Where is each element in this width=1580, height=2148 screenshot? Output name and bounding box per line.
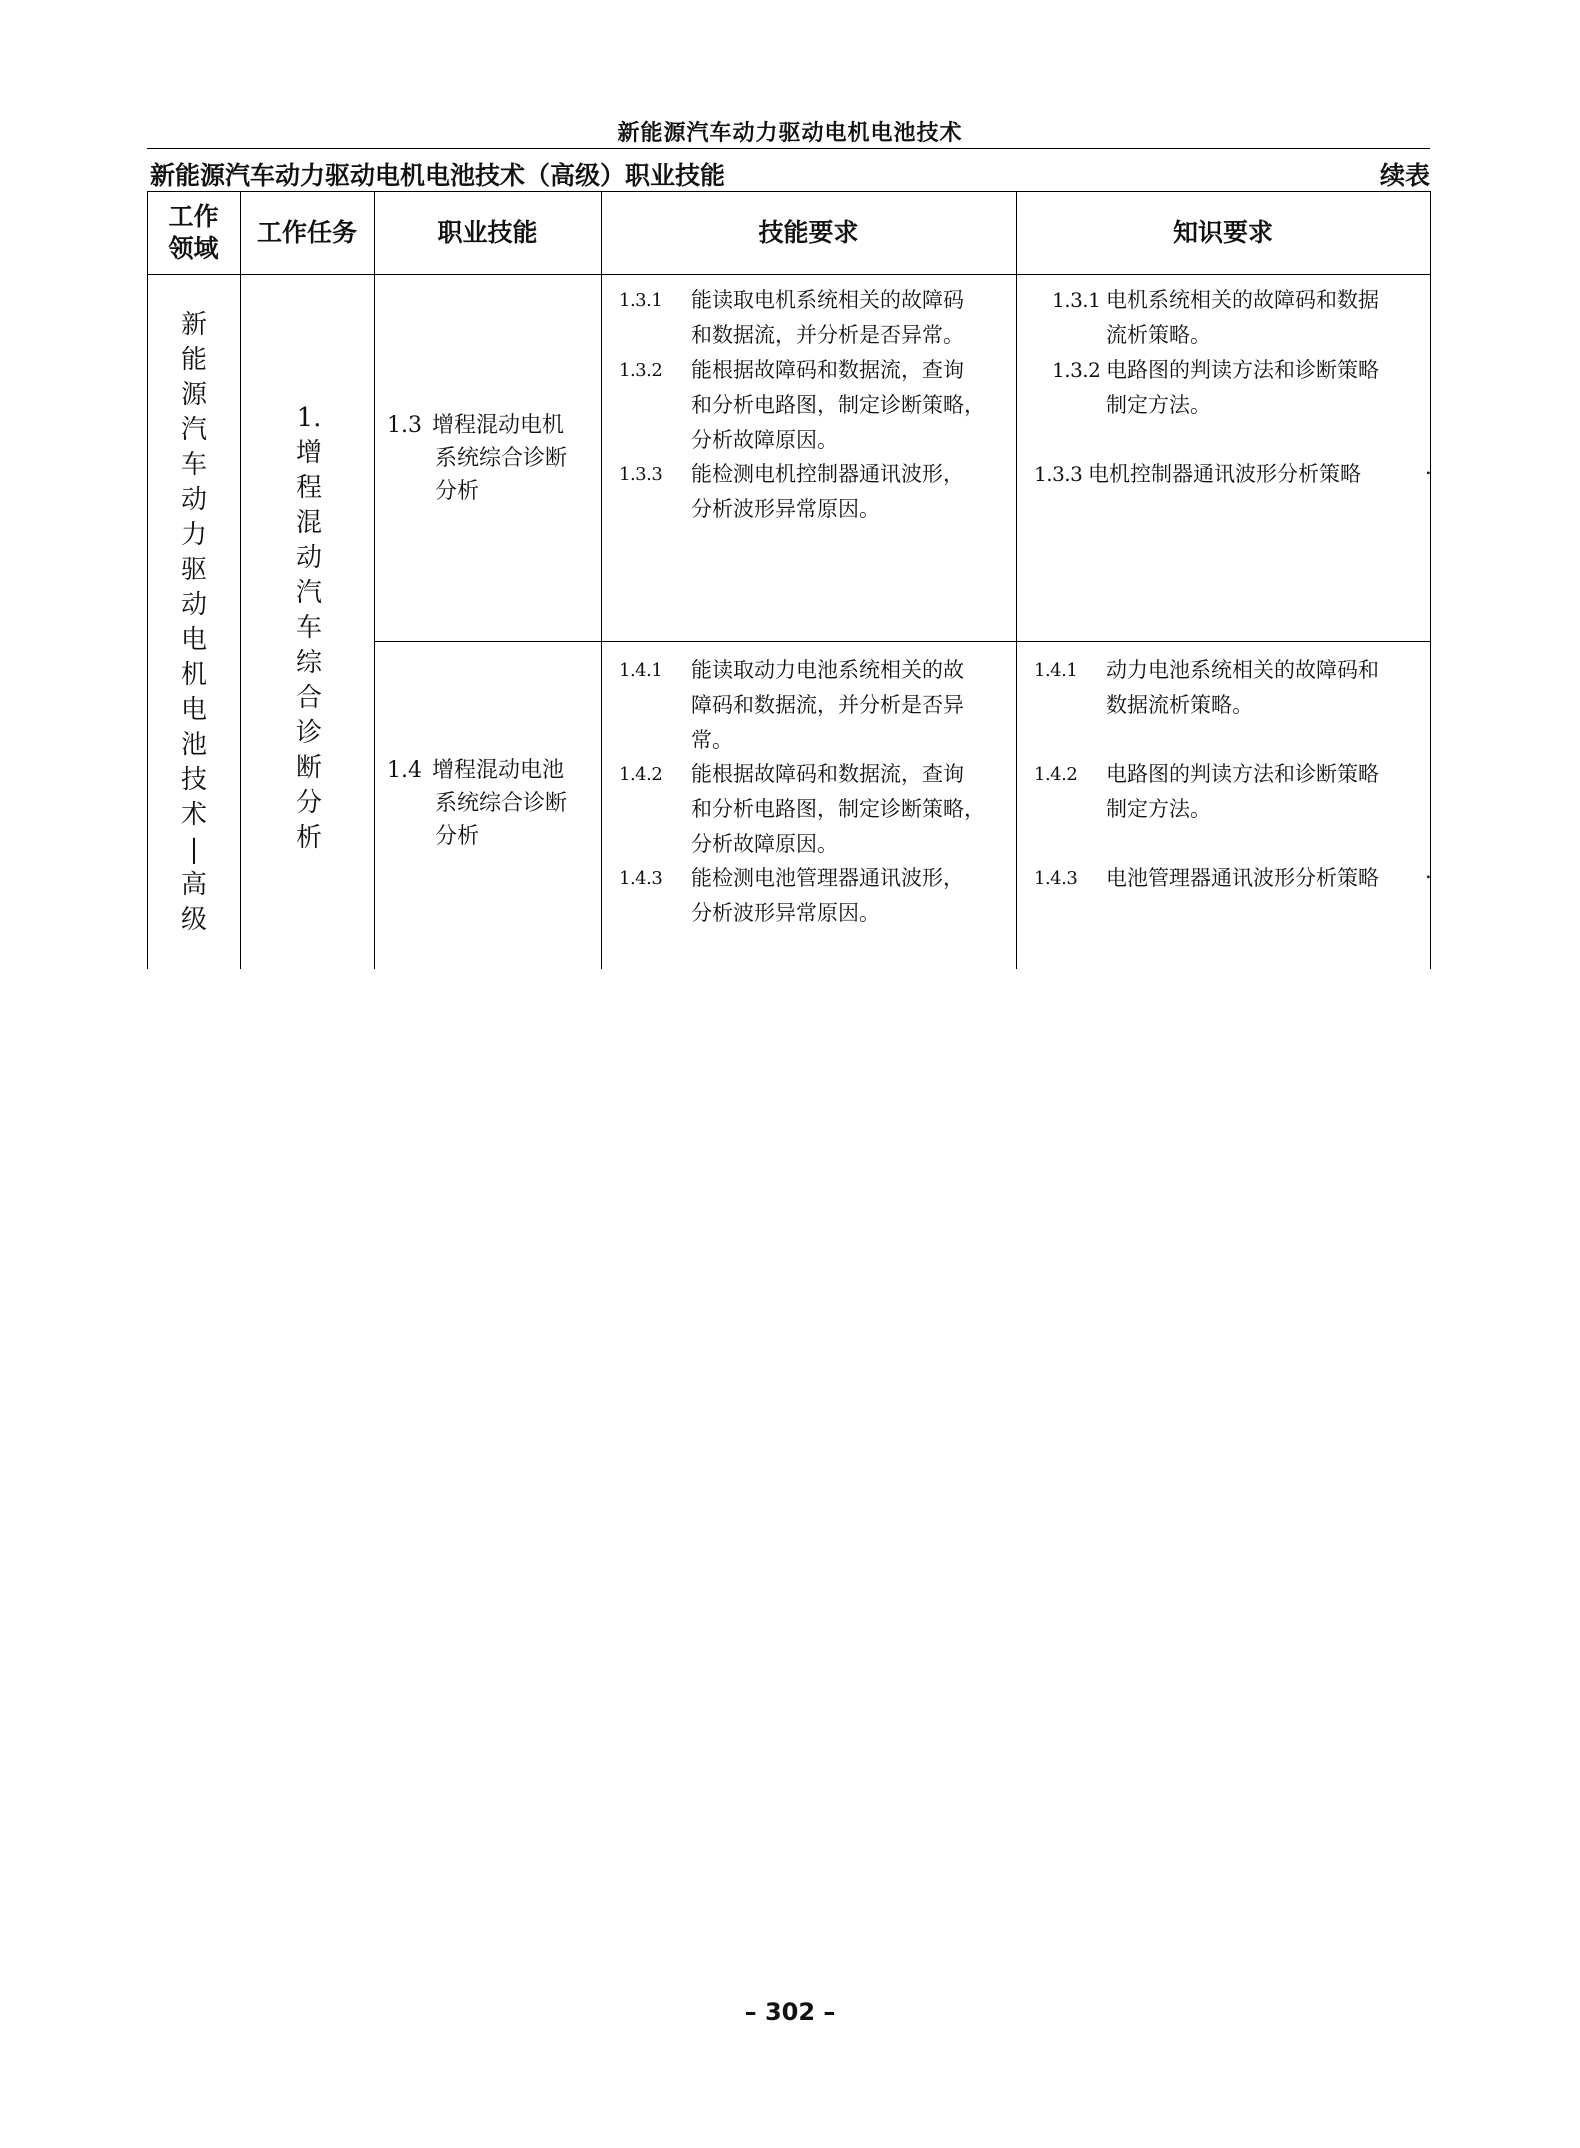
item-code: 1.3.2 bbox=[619, 360, 663, 381]
skill-name-line1: 增程混动电池 bbox=[432, 758, 565, 783]
item-line: 制定方法。 bbox=[1106, 797, 1211, 821]
skill-name-line3: 分析 bbox=[435, 479, 480, 504]
skill-name-line2: 系统综合诊断 bbox=[435, 791, 568, 816]
item-code: 1.4.1 bbox=[1034, 660, 1078, 681]
work-task-char: 程 bbox=[295, 473, 322, 503]
work-domain-cell bbox=[174, 308, 214, 938]
running-header: 新能源汽车动力驱动电机电池技术 bbox=[617, 121, 963, 146]
work-domain-char: 新 bbox=[180, 310, 207, 340]
work-domain-char: 术 bbox=[180, 800, 207, 830]
skills-table bbox=[147, 191, 1430, 969]
item-line: 和数据流，并分析是否异常。 bbox=[691, 323, 964, 347]
work-domain-char: 级 bbox=[180, 905, 207, 935]
item-code: 1.4.3 bbox=[619, 868, 663, 889]
item-line: 动力电池系统相关的故障码和 bbox=[1106, 658, 1379, 682]
item-code: 1.3.1 bbox=[1052, 288, 1101, 312]
skill-name-line1: 增程混动电机 bbox=[432, 413, 565, 438]
header-rule bbox=[147, 148, 1430, 149]
row-divider bbox=[374, 641, 1430, 642]
work-task-char: 断 bbox=[295, 753, 322, 783]
col-border-2 bbox=[374, 191, 375, 969]
work-domain-char: 能 bbox=[180, 345, 207, 375]
skill-name-1-3 bbox=[387, 409, 597, 508]
item-line: 电路图的判读方法和诊断策略 bbox=[1106, 358, 1379, 382]
work-domain-char: 技 bbox=[180, 765, 207, 795]
page-number: – 302 – bbox=[744, 1998, 836, 2026]
work-domain-char: 高 bbox=[180, 870, 207, 900]
header-work-domain-line2: 领域 bbox=[168, 233, 219, 263]
work-domain-char: 动 bbox=[180, 485, 207, 515]
header-vocational-skill: 职业技能 bbox=[437, 217, 538, 247]
item-code: 1.4.3 bbox=[1034, 868, 1078, 889]
work-task-char: 诊 bbox=[295, 718, 322, 748]
work-domain-char: 驱 bbox=[180, 555, 207, 585]
work-domain-char: 源 bbox=[180, 380, 207, 410]
header-work-domain bbox=[147, 191, 240, 274]
item-code: 1.3.1 bbox=[619, 290, 663, 311]
item-line: 和分析电路图，制定诊断策略， bbox=[691, 393, 985, 417]
work-task-cell bbox=[289, 401, 329, 856]
skill-name-1-4 bbox=[387, 754, 597, 853]
item-code: 1.4.2 bbox=[1034, 764, 1078, 785]
item-line: 电池管理器通讯波形分析策略 bbox=[1106, 866, 1379, 890]
item-line: 和分析电路图，制定诊断策略， bbox=[691, 797, 985, 821]
work-task-char: 析 bbox=[295, 823, 322, 853]
trailing-dot: . bbox=[1425, 455, 1432, 479]
trailing-dot: . bbox=[1425, 859, 1432, 883]
col-border-1 bbox=[240, 191, 241, 969]
work-domain-char: 池 bbox=[180, 730, 207, 760]
skill-name-line3: 分析 bbox=[435, 824, 480, 849]
work-task-char: 合 bbox=[295, 683, 322, 713]
item-line: 电机控制器通讯波形分析策略 bbox=[1088, 462, 1361, 486]
item-line: 分析故障原因。 bbox=[691, 832, 838, 856]
item-line: 制定方法。 bbox=[1106, 393, 1211, 417]
work-task-char: 混 bbox=[295, 508, 322, 538]
work-domain-char: | bbox=[189, 835, 199, 865]
item-line: 数据流析策略。 bbox=[1106, 693, 1253, 717]
header-skill-requirements: 技能要求 bbox=[758, 217, 859, 247]
continued-label: 续表 bbox=[1379, 161, 1430, 190]
work-domain-char: 电 bbox=[180, 625, 207, 655]
item-line: 电路图的判读方法和诊断策略 bbox=[1106, 762, 1379, 786]
item-line: 流析策略。 bbox=[1106, 323, 1211, 347]
work-task-char: 动 bbox=[295, 543, 322, 573]
item-line: 能读取动力电池系统相关的故 bbox=[691, 658, 964, 682]
item-code: 1.3.2 bbox=[1052, 358, 1101, 382]
item-line: 能检测电池管理器通讯波形， bbox=[691, 866, 964, 890]
item-code: 1.3.3 bbox=[619, 464, 663, 485]
table-title: 新能源汽车动力驱动电机电池技术（高级）职业技能 bbox=[150, 161, 726, 190]
work-task-char: 车 bbox=[295, 613, 322, 643]
work-domain-char: 力 bbox=[180, 520, 207, 550]
item-line: 能检测电机控制器通讯波形， bbox=[691, 462, 964, 486]
item-line: 能读取电机系统相关的故障码 bbox=[691, 288, 964, 312]
item-line: 电机系统相关的故障码和数据 bbox=[1106, 288, 1379, 312]
work-domain-char: 电 bbox=[180, 695, 207, 725]
skill-number: 1.4 bbox=[387, 758, 422, 783]
work-domain-char: 车 bbox=[180, 450, 207, 480]
item-line: 分析波形异常原因。 bbox=[691, 901, 880, 925]
work-domain-char: 机 bbox=[180, 660, 207, 690]
item-code: 1.4.2 bbox=[619, 764, 663, 785]
header-work-task: 工作任务 bbox=[256, 217, 357, 247]
item-line: 分析故障原因。 bbox=[691, 428, 838, 452]
item-code: 1.3.3 bbox=[1034, 462, 1083, 486]
work-domain-char: 汽 bbox=[180, 415, 207, 445]
work-task-number: 1. bbox=[296, 403, 322, 433]
skill-number: 1.3 bbox=[387, 413, 422, 438]
item-code: 1.4.1 bbox=[619, 660, 663, 681]
item-line: 障码和数据流，并分析是否异 bbox=[691, 693, 964, 717]
header-bottom-border bbox=[147, 274, 1430, 275]
work-task-char: 增 bbox=[295, 438, 322, 468]
header-work-domain-line1: 工作 bbox=[168, 201, 219, 231]
item-line: 能根据故障码和数据流，查询 bbox=[691, 358, 964, 382]
col-border-0 bbox=[147, 191, 148, 969]
col-border-3 bbox=[601, 191, 602, 969]
work-task-char: 分 bbox=[295, 788, 322, 818]
item-line: 常。 bbox=[691, 728, 733, 752]
work-domain-char: 动 bbox=[180, 590, 207, 620]
work-task-char: 综 bbox=[295, 648, 322, 678]
work-task-char: 汽 bbox=[295, 578, 322, 608]
item-line: 分析波形异常原因。 bbox=[691, 497, 880, 521]
header-knowledge-requirements: 知识要求 bbox=[1172, 217, 1273, 247]
item-line: 能根据故障码和数据流，查询 bbox=[691, 762, 964, 786]
skill-name-line2: 系统综合诊断 bbox=[435, 446, 568, 471]
